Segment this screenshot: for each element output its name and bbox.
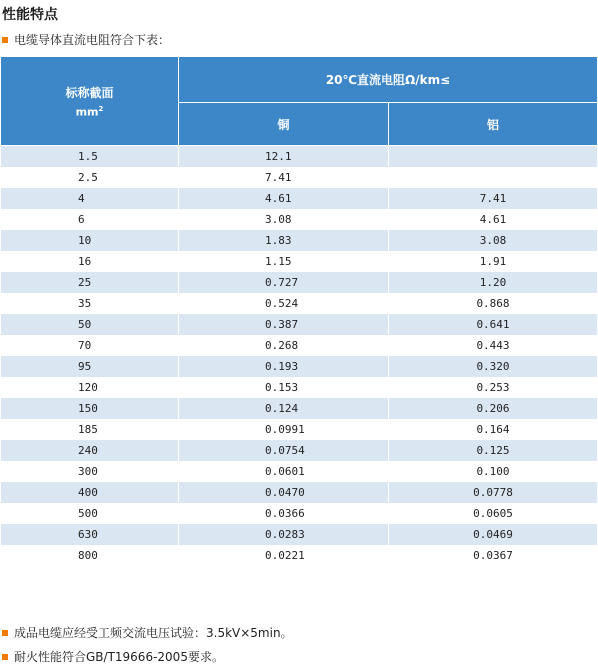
cell-section: 120 bbox=[1, 377, 179, 398]
header-copper: 铜 bbox=[179, 103, 389, 146]
cell-aluminum: 4.61 bbox=[389, 209, 598, 230]
cell-copper: 0.0754 bbox=[179, 440, 389, 461]
table-row bbox=[1, 146, 598, 168]
unit-base: mm bbox=[75, 105, 99, 119]
cell-copper: 1.83 bbox=[179, 230, 389, 251]
cell-section: 630 bbox=[1, 524, 179, 545]
cell-section: 6 bbox=[1, 209, 179, 230]
cell-section: 4 bbox=[1, 188, 179, 209]
cell-aluminum: 0.0605 bbox=[389, 503, 598, 524]
note-fire-resistance bbox=[2, 648, 224, 665]
table-row bbox=[1, 251, 598, 272]
table-row bbox=[1, 335, 598, 356]
cell-copper: 0.193 bbox=[179, 356, 389, 377]
cell-aluminum: 0.320 bbox=[389, 356, 598, 377]
table-row bbox=[1, 440, 598, 461]
cell-section: 500 bbox=[1, 503, 179, 524]
cell-section: 400 bbox=[1, 482, 179, 503]
intro-text: 电缆导体直流电阻符合下表： bbox=[14, 33, 171, 47]
cell-aluminum: 3.08 bbox=[389, 230, 598, 251]
page-title: 性能特点 bbox=[2, 7, 58, 23]
cell-aluminum: 0.206 bbox=[389, 398, 598, 419]
cell-copper: 4.61 bbox=[179, 188, 389, 209]
table-row bbox=[1, 272, 598, 293]
header-section-unit bbox=[1, 105, 178, 119]
note-voltage-test bbox=[2, 624, 293, 641]
table-row bbox=[1, 482, 598, 503]
cell-section: 185 bbox=[1, 419, 179, 440]
table-row bbox=[1, 461, 598, 482]
table-row bbox=[1, 419, 598, 440]
table-row bbox=[1, 188, 598, 209]
resistance-table bbox=[0, 56, 598, 566]
cell-section: 300 bbox=[1, 461, 179, 482]
cell-copper: 3.08 bbox=[179, 209, 389, 230]
table-row bbox=[1, 230, 598, 251]
cell-section: 800 bbox=[1, 545, 179, 566]
table-row bbox=[1, 524, 598, 545]
header-resistance: 20℃直流电阻Ω/km≤ bbox=[179, 57, 598, 103]
bullet-square-icon bbox=[2, 630, 8, 636]
cell-copper: 0.0283 bbox=[179, 524, 389, 545]
table-row bbox=[1, 293, 598, 314]
cell-section: 16 bbox=[1, 251, 179, 272]
cell-copper: 7.41 bbox=[179, 167, 389, 188]
note-text: 成品电缆应经受工频交流电压试验：3.5kV×5min。 bbox=[14, 626, 293, 640]
cell-copper: 0.0221 bbox=[179, 545, 389, 566]
table-row bbox=[1, 398, 598, 419]
cell-aluminum: 0.125 bbox=[389, 440, 598, 461]
cell-aluminum bbox=[389, 146, 598, 168]
cell-copper: 12.1 bbox=[179, 146, 389, 168]
cell-copper: 0.0470 bbox=[179, 482, 389, 503]
cell-copper: 0.124 bbox=[179, 398, 389, 419]
cell-section: 150 bbox=[1, 398, 179, 419]
cell-aluminum: 1.91 bbox=[389, 251, 598, 272]
cell-aluminum: 0.0469 bbox=[389, 524, 598, 545]
cell-section: 1.5 bbox=[1, 146, 179, 168]
cell-aluminum: 0.0367 bbox=[389, 545, 598, 566]
cell-aluminum: 0.100 bbox=[389, 461, 598, 482]
cell-aluminum: 0.164 bbox=[389, 419, 598, 440]
note-text: 耐火性能符合GB/T19666-2005要求。 bbox=[14, 650, 224, 664]
cell-aluminum: 1.20 bbox=[389, 272, 598, 293]
cell-copper: 0.153 bbox=[179, 377, 389, 398]
bullet-square-icon bbox=[2, 37, 8, 43]
table-row bbox=[1, 545, 598, 566]
cell-section: 70 bbox=[1, 335, 179, 356]
cell-copper: 0.387 bbox=[179, 314, 389, 335]
cell-section: 10 bbox=[1, 230, 179, 251]
cell-aluminum: 7.41 bbox=[389, 188, 598, 209]
cell-aluminum: 0.868 bbox=[389, 293, 598, 314]
cell-aluminum: 0.253 bbox=[389, 377, 598, 398]
cell-copper: 0.524 bbox=[179, 293, 389, 314]
table-row bbox=[1, 314, 598, 335]
cell-aluminum: 0.641 bbox=[389, 314, 598, 335]
table-row bbox=[1, 356, 598, 377]
cell-section: 50 bbox=[1, 314, 179, 335]
intro-line bbox=[2, 31, 170, 48]
table-row bbox=[1, 167, 598, 188]
cell-copper: 0.0601 bbox=[179, 461, 389, 482]
cell-aluminum: 0.0778 bbox=[389, 482, 598, 503]
cell-section: 25 bbox=[1, 272, 179, 293]
cell-copper: 0.727 bbox=[179, 272, 389, 293]
bullet-square-icon bbox=[2, 654, 8, 660]
table-row bbox=[1, 209, 598, 230]
cell-section: 35 bbox=[1, 293, 179, 314]
cell-copper: 0.268 bbox=[179, 335, 389, 356]
table-body bbox=[1, 146, 598, 567]
cell-section: 2.5 bbox=[1, 167, 179, 188]
header-section bbox=[1, 57, 179, 146]
cell-copper: 1.15 bbox=[179, 251, 389, 272]
cell-aluminum: 0.443 bbox=[389, 335, 598, 356]
header-aluminum: 铝 bbox=[389, 103, 598, 146]
cell-aluminum bbox=[389, 167, 598, 188]
cell-section: 240 bbox=[1, 440, 179, 461]
header-section-label: 标称截面 bbox=[65, 85, 114, 100]
cell-copper: 0.0366 bbox=[179, 503, 389, 524]
table-row bbox=[1, 377, 598, 398]
cell-copper: 0.0991 bbox=[179, 419, 389, 440]
cell-section: 95 bbox=[1, 356, 179, 377]
table-row bbox=[1, 503, 598, 524]
unit-sup: 2 bbox=[98, 104, 104, 113]
